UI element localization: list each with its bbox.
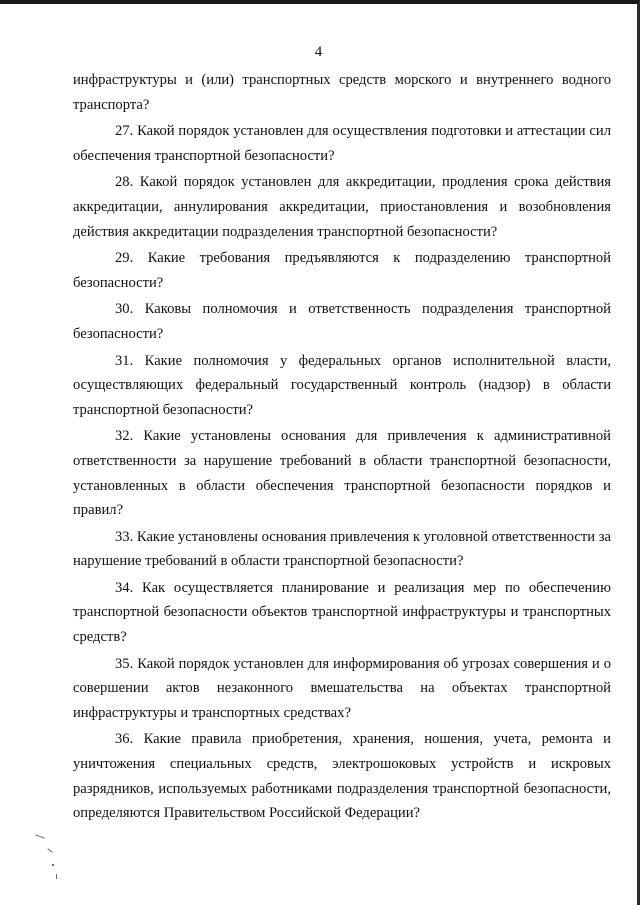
question-27: 27. Какой порядок установлен для осуществления подготовки и аттестации сил обеспечения транспортной безопасности? xyxy=(73,123,611,164)
question-36: 36. Какие правила приобретения, хранения, ношения, учета, ремонта и уничтожения специальных средств, электрошоковых устройств и искровых разрядников, используемых работниками подразделения транспортной безопасности, определяются Правительством Российской Федерации? xyxy=(73,731,611,822)
scan-artifact xyxy=(35,834,45,838)
question-29: 29. Какие требования предъявляются к подразделению транспортной безопасности? xyxy=(73,250,611,291)
page-number: 4 xyxy=(314,44,323,60)
question-35: 35. Какой порядок установлен для информирования об угрозах совершения и о совершении актов незаконного вмешательства на объектах транспортной инфраструктуры и транспортных средствах? xyxy=(73,655,611,721)
document-body xyxy=(73,68,611,828)
scan-artifact xyxy=(56,874,57,879)
question-32: 32. Какие установлены основания для привлечения к административной ответственности за нарушение требований в области транспортной безопасности, установленных в области обеспечения транспортной безопасности порядков и правил? xyxy=(73,428,611,519)
question-34: 34. Как осуществляется планирование и реализация мер по обеспечению транспортной безопасности объектов транспортной инфраструктуры и транспортных средств? xyxy=(73,579,611,646)
question-31: 31. Какие полномочия у федеральных органов исполнительной власти, осуществляющих федеральный государственный контроль (надзор) в области транспортной безопасности? xyxy=(73,352,611,418)
question-30: 30. Каковы полномочия и ответственность подразделения транспортной безопасности? xyxy=(73,301,611,342)
paragraph-continuation: инфраструктуры и (или) транспортных средств морского и внутреннего водного транспорта? xyxy=(73,72,611,113)
question-28: 28. Какой порядок установлен для аккредитации, продления срока действия аккредитации, аннулирования аккредитации, приостановления и возобновления действия аккредитации подразделения транспортной безопасности? xyxy=(73,174,611,240)
question-33: 33. Какие установлены основания привлечения к уголовной ответственности за нарушение требований в области транспортной безопасности? xyxy=(73,528,611,570)
scan-artifact xyxy=(47,848,52,853)
scan-artifact xyxy=(52,864,54,866)
